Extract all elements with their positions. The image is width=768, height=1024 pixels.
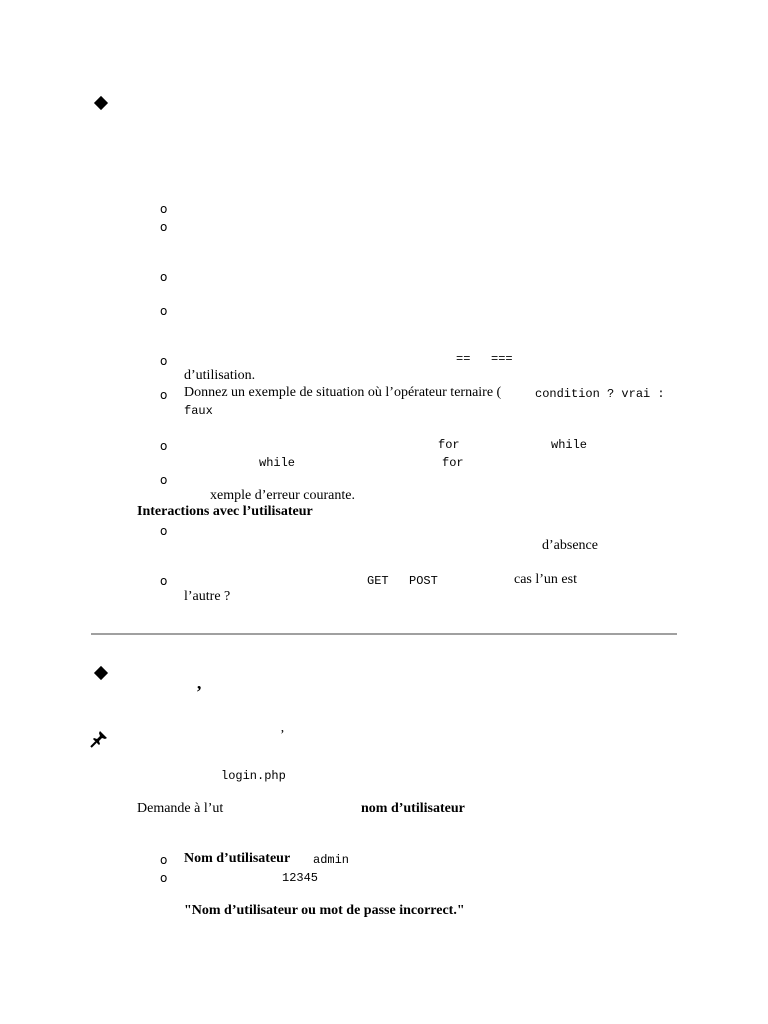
list-bullet: o [160,220,168,234]
operator-triple-equals: === [491,352,513,366]
credential-value: admin [313,853,350,867]
paragraph-ask: Demande à l’ut [137,801,224,816]
credential-label: Nom d’utilisateur [184,851,291,866]
list-bullet: o [160,304,168,318]
list-item-continuation: d’utilisation. [184,368,256,383]
list-bullet: o [160,202,168,216]
list-bullet: o [160,439,168,453]
operator-double-equals: == [456,352,471,366]
list-bullet: o [160,354,168,368]
code-for: for [442,456,464,470]
code-get: GET [367,574,389,588]
list-item-continuation: l’autre ? [184,589,231,604]
diamond-icon [94,666,108,680]
list-item-ternary-text: Donnez un exemple de situation où l’opérateur ternaire ( [184,385,502,400]
apostrophe: ’ [196,682,202,702]
code-ternary: condition ? vrai : [535,387,665,401]
pushpin-icon [90,730,108,748]
list-bullet: o [160,388,168,402]
credential-value: 12345 [282,871,319,885]
code-while: while [259,456,296,470]
apostrophe: ’ [280,728,285,743]
horizontal-rule [91,633,677,635]
subheading-interactions: Interactions avec l’utilisateur [137,504,313,519]
list-bullet: o [160,473,168,487]
list-item-text: cas l’un est [514,572,577,587]
code-ternary-cont: faux [184,404,213,418]
list-bullet: o [160,574,168,588]
paragraph-ask-bold: nom d’utilisateur [361,801,465,816]
filename-login: login.php [221,769,286,783]
error-message: "Nom d’utilisateur ou mot de passe incorrect." [184,903,465,918]
list-bullet: o [160,853,168,867]
code-post: POST [409,574,438,588]
code-for: for [438,438,460,452]
list-bullet: o [160,871,168,885]
list-item-continuation: d’absence [542,538,598,553]
list-bullet: o [160,524,168,538]
list-item-continuation: xemple d’erreur courante. [210,488,355,503]
list-bullet: o [160,270,168,284]
code-while: while [551,438,588,452]
diamond-icon [94,96,108,110]
